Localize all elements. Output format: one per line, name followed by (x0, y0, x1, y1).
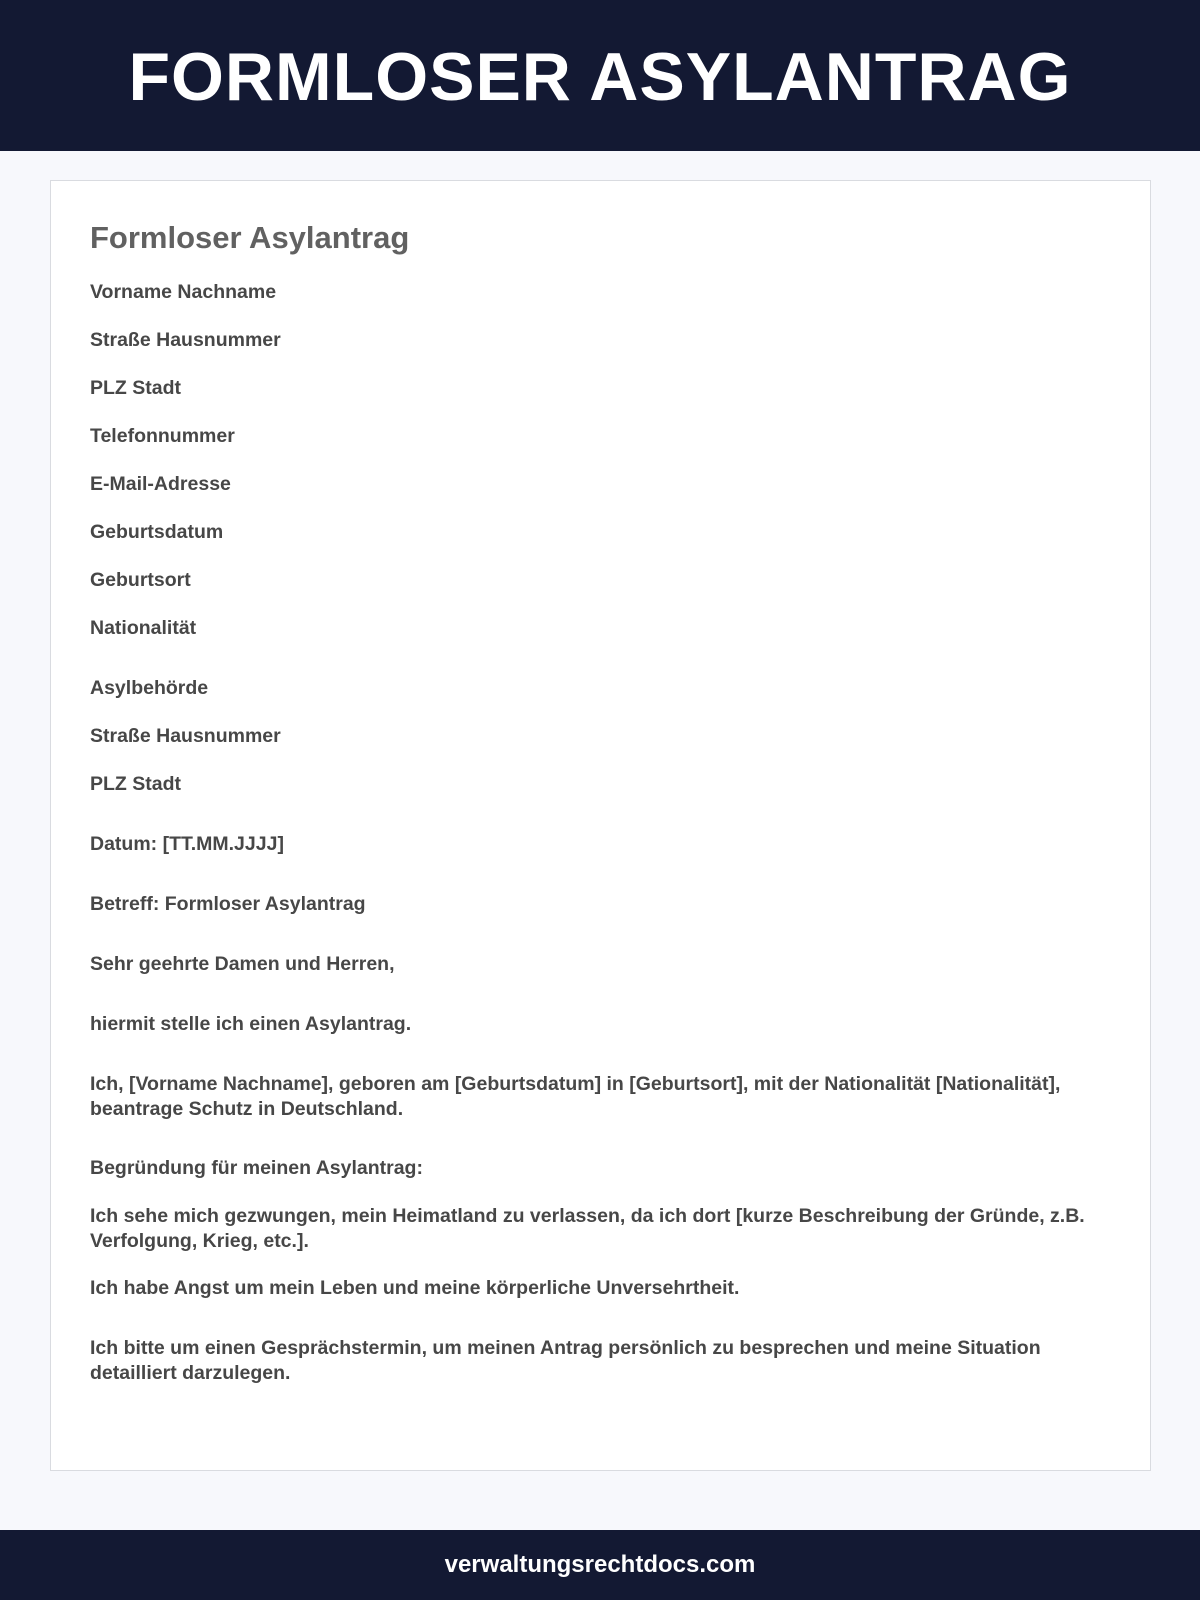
recipient-authority: Asylbehörde (90, 677, 209, 699)
letter-subject: Betreff: Formloser Asylantrag (90, 893, 366, 915)
sender-street: Straße Hausnummer (90, 329, 281, 351)
footer-website: verwaltungsrechtdocs.com (444, 1551, 756, 1578)
header-title: FORMLOSER ASYLANTRAG (128, 38, 1072, 115)
page-footer (0, 1530, 1200, 1600)
body-paragraph: hiermit stelle ich einen Asylantrag. (90, 1013, 412, 1035)
letter-salutation: Sehr geehrte Damen und Herren, (90, 953, 395, 975)
document-card (50, 180, 1151, 1471)
sender-city: PLZ Stadt (90, 377, 181, 399)
document-title: Formloser Asylantrag (90, 220, 410, 255)
body-paragraph: Ich sehe mich gezwungen, mein Heimatland zu verlassen, da ich dort [kurze Beschreibung der Gründe, z.B. Verfolgung, Krieg, etc.]. (90, 1205, 1085, 1252)
page-header (0, 0, 1200, 151)
sender-birthdate: Geburtsdatum (90, 521, 224, 543)
reason-heading: Begründung für meinen Asylantrag: (90, 1157, 423, 1179)
sender-nationality: Nationalität (90, 617, 197, 639)
recipient-street: Straße Hausnummer (90, 725, 281, 747)
body-paragraph: Ich bitte um einen Gesprächstermin, um meinen Antrag persönlich zu besprechen und meine Situation detailliert darzulegen. (90, 1337, 1041, 1384)
body-paragraph: Ich, [Vorname Nachname], geboren am [Geburtsdatum] in [Geburtsort], mit der Nationalität [Nationalität], beantrage Schutz in Deutschland. (90, 1073, 1061, 1120)
body-paragraph: Ich habe Angst um mein Leben und meine körperliche Unversehrtheit. (90, 1277, 740, 1299)
sender-email: E-Mail-Adresse (90, 473, 231, 495)
sender-name: Vorname Nachname (90, 281, 277, 303)
letter-date: Datum: [TT.MM.JJJJ] (90, 833, 284, 855)
sender-phone: Telefonnummer (90, 425, 235, 447)
sender-birthplace: Geburtsort (90, 569, 191, 591)
recipient-city: PLZ Stadt (90, 773, 181, 795)
